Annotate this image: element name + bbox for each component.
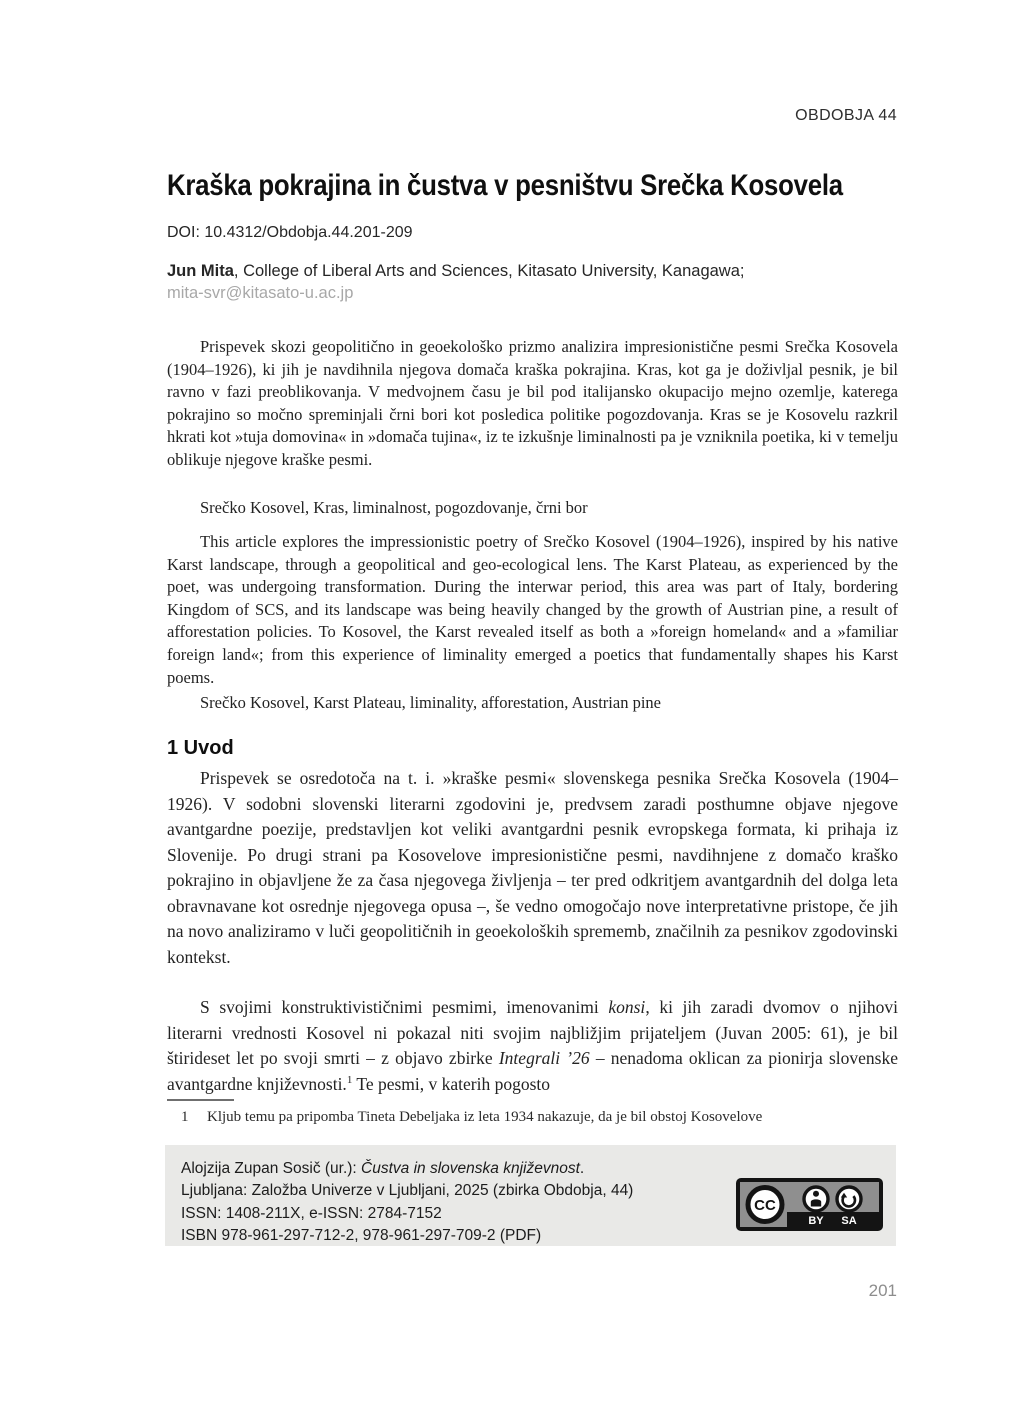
cc-icon xyxy=(748,1188,782,1222)
author-block xyxy=(167,260,898,304)
citation-editor: Alojzija Zupan Sosič (ur.): xyxy=(181,1160,362,1177)
author-affiliation: , College of Liberal Arts and Sciences, Kitasato University, Kanagawa; xyxy=(233,262,745,280)
sa-label: SA xyxy=(841,1215,857,1227)
section-heading-uvod: 1 Uvod xyxy=(167,737,234,759)
citation-period: . xyxy=(579,1160,585,1177)
citation-isbn-line: ISBN 978-961-297-712-2, 978-961-297-709-2 (PDF) xyxy=(181,1227,542,1245)
term-konsi: konsi xyxy=(608,997,646,1017)
by-label: BY xyxy=(808,1215,824,1227)
keywords-english: Srečko Kosovel, Karst Plateau, liminality, afforestation, Austrian pine xyxy=(200,693,661,712)
footnote-separator xyxy=(167,1099,234,1101)
citation-box xyxy=(165,1145,896,1246)
citation-publisher-line: Ljubljana: Založba Univerze v Ljubljani, 2025 (zbirka Obdobja, 44) xyxy=(181,1182,634,1200)
footnote-number: 1 xyxy=(181,1109,189,1125)
para2-text: Te pesmi, v katerih pogosto xyxy=(352,1073,551,1094)
abstract-slovenian: Prispevek skozi geopolitično in geoekološko prizmo analizira impresionistične pesmi Srečka Kosovela (1904–1926), ki jih je navdihnila njegova domača kraška pokrajina. Kras, kot ga je doživljal pesnik, je bil ravno v fazi preoblikovanja. V medvojnem času je bil pod italijansko okupacijo mejno ozemlje, katerega pokrajino so močno spreminjali črni bori kot posledica politike pogozdovanja. Kras se je Kosovelu razkril hkrati kot »tuja domovina« in »domača tujina«, iz te izkušnje liminalnosti pa je vzniknila poetika, ki v temelju oblikuje njegove kraške pesmi. xyxy=(167,337,898,469)
paragraph-intro-2 xyxy=(167,995,898,1097)
abstract-english: This article explores the impressionistic poetry of Srečko Kosovel (1904–1926), inspired by his native Karst landscape, through a geopolitical and geo-ecological lens. The Karst Plateau, as experienced by the poet, was undergoing transformation. During the interwar period, this area was part of Italy, bordering Kingdom of SCS, and its landscape was being heavily changed by the growth of Austrian pine, a result of afforestation policies. To Kosovel, the Karst revealed itself as both a »foreign homeland« and a »familiar foreign land«; from this experience of liminality emerged a poetics that fundamentally shapes his Karst poems. xyxy=(167,532,898,687)
citation-book-title: Čustva in slovenska književnost xyxy=(361,1160,580,1177)
footnote-text: Kljub temu pa pripomba Tineta Debeljaka iz leta 1934 nakazuje, da je bil obstoj Kosovelove xyxy=(207,1109,763,1125)
sa-arrow-icon xyxy=(837,1187,861,1211)
svg-text:CC: CC xyxy=(754,1197,776,1214)
keywords-slovenian: Srečko Kosovel, Kras, liminalnost, pogozdovanje, črni bor xyxy=(200,498,588,517)
article-title: Kraška pokrajina in čustva v pesništvu Srečka Kosovela xyxy=(167,169,843,202)
para2-text: S svojimi konstruktivističnimi pesmimi, imenovanimi xyxy=(200,997,609,1017)
citation-issn-line: ISSN: 1408-211X, e-ISSN: 2784-7152 xyxy=(181,1204,442,1222)
journal-header: OBDOBJA 44 xyxy=(795,107,897,124)
footnote-reference: 1 xyxy=(346,1073,353,1086)
author-line xyxy=(167,260,898,282)
doi-line: DOI: 10.4312/Obdobja.44.201-209 xyxy=(167,224,413,241)
author-name: Jun Mita xyxy=(167,262,234,280)
para2-text: – nenadoma oklican za pionirja slovenske avantgardne književnosti. xyxy=(167,1048,898,1094)
paragraph-intro-1: Prispevek se osredotoča na t. i. »kraške pesmi« slovenskega pesnika Srečka Kosovela (1904–1926). V sodobni slovenski literarni zgodovini je, predvsem zaradi posthumne objave njegove avantgardne poezije, predstavljen kot veliki avantgardni pesnik evropskega formata, ki prihaja iz Slovenije. Po drugi strani pa Kosovelove impresionistične pesmi, navdihnjene z domačo kraško pokrajino in objavljene že za časa njegovega življenja – ter pred odkritjem avantgardnih del dolga leta obravnavane kot osrednje njegovega opusa –, še vedno omogočajo nove interpretativne pristope, če jih na novo analiziramo v luči geopolitičnih in geoekoloških sprememb, značilnih za pesnikov zgodovinski kontekst. xyxy=(167,768,898,967)
by-person-icon xyxy=(804,1187,828,1211)
page-number: 201 xyxy=(868,1281,897,1300)
para2-text: , ki jih zaradi dvomov o njihovi literarni vrednosti Kosovel ni pokazal niti svojim najbližjim prijateljem (Juvan 2005: 61), je bil štirideset let po svoji smrti – z objavo zbirke xyxy=(167,997,898,1068)
footnote-1 xyxy=(167,1107,898,1127)
cc-license-badge xyxy=(736,1178,883,1231)
author-email: mita-svr@kitasato-u.ac.jp xyxy=(167,284,354,302)
title-integrali: Integrali ’26 xyxy=(498,1048,590,1068)
